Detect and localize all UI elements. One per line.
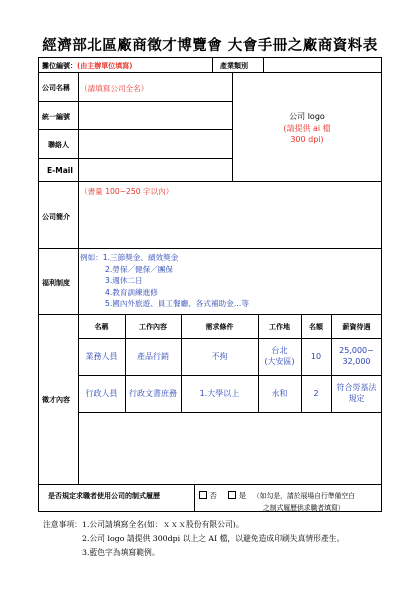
- job-content-cell[interactable]: 產品行銷: [137, 352, 169, 361]
- yes-option-label: 是: [238, 491, 247, 500]
- col-header-job-content: 工作內容: [139, 323, 167, 331]
- resume-rule-note-line1: （如勾是，請於展場自行準備空白: [253, 492, 355, 500]
- notes-prefix: 注意事項：: [43, 520, 82, 529]
- benefits-label: 福利制度: [42, 279, 70, 287]
- additional-jobs-area[interactable]: [79, 413, 381, 483]
- resume-rule-label: 是否規定求職者使用公司的制式履歷: [48, 492, 160, 500]
- booth-value: (由主辦單位填寫): [77, 62, 133, 70]
- email-label: E-Mail: [47, 166, 73, 175]
- logo-note-line2: 300 dpi): [290, 135, 324, 144]
- col-header-name: 名稱: [94, 323, 109, 331]
- col-header-salary: 薪資待遇: [342, 323, 371, 331]
- contact-label: 聯絡人: [48, 141, 69, 149]
- col-header-location: 工作地: [269, 323, 290, 331]
- notes-section: [43, 518, 344, 560]
- no-checkbox[interactable]: [199, 491, 207, 499]
- job-requirement-cell[interactable]: 不拘: [211, 352, 228, 361]
- col-header-openings: 名額: [309, 323, 323, 331]
- benefit-item: 2.勞保／健保／團保: [105, 264, 173, 274]
- job-location-cell[interactable]: 台北 (大安區): [264, 346, 295, 366]
- industry-field[interactable]: [264, 58, 381, 71]
- benefit-item: 5.國內外旅遊、員工餐廳、各式補助金…等: [105, 299, 249, 308]
- resume-rule-note-line2: 之制式履歷供求職者填寫）: [263, 504, 345, 512]
- note-item: 1.公司請填寫全名(如：ｘｘｘ股份有限公司)。: [81, 520, 244, 529]
- no-option-label: 否: [209, 491, 217, 500]
- document-title: 經濟部北區廠商徵才博覽會 大會手冊之廠商資料表: [42, 37, 378, 54]
- job-openings-cell[interactable]: 10: [310, 352, 322, 361]
- job-salary-cell[interactable]: 25,000~ 32,000: [339, 346, 374, 366]
- job-location-cell[interactable]: 永和: [271, 389, 288, 398]
- benefits-prefix: 例如：: [80, 253, 103, 262]
- job-name-cell[interactable]: 業務人員: [85, 352, 118, 361]
- benefits-content[interactable]: [80, 252, 249, 310]
- tax-id-input[interactable]: [79, 102, 231, 128]
- note-item: 3.藍色字為填寫範例。: [82, 548, 160, 557]
- company-name-label: 公司名稱: [42, 84, 70, 92]
- jobs-section-label: 徵才內容: [42, 396, 70, 404]
- benefit-item: 4.教育訓練進修: [105, 287, 158, 297]
- yes-checkbox[interactable]: [228, 491, 236, 499]
- benefit-item: 3.週休二日: [105, 276, 143, 285]
- job-salary-cell[interactable]: 符合勞基法 規定: [336, 383, 377, 403]
- logo-upload-area[interactable]: [233, 73, 381, 180]
- intro-input[interactable]: （書量 100~250 字以內）: [80, 187, 174, 196]
- col-header-requirements: 需求條件: [205, 323, 234, 331]
- job-requirement-cell[interactable]: 1.大學以上: [199, 389, 240, 398]
- job-content-cell[interactable]: 行政文書庶務: [129, 389, 177, 398]
- intro-label: 公司簡介: [42, 213, 70, 221]
- company-name-input[interactable]: （請填寫公司全名）: [80, 84, 149, 93]
- email-input[interactable]: [79, 159, 231, 180]
- job-name-cell[interactable]: 行政人員: [85, 389, 118, 398]
- note-item: 2.公司 logo 請提供 300dpi 以上之 AI 檔，以避免造成印刷失真情形產生。: [82, 534, 345, 543]
- logo-title: 公司 logo: [289, 112, 325, 121]
- logo-note-line1: (請提供 ai 檔: [283, 124, 331, 133]
- contact-input[interactable]: [79, 130, 231, 157]
- booth-label: 攤位編號：: [42, 62, 77, 70]
- job-openings-cell[interactable]: 2: [313, 389, 319, 398]
- industry-label: 產業類別: [220, 62, 248, 70]
- benefit-item: 1.三節獎金、績效獎金: [102, 253, 179, 262]
- tax-id-label: 統一編號: [42, 113, 70, 121]
